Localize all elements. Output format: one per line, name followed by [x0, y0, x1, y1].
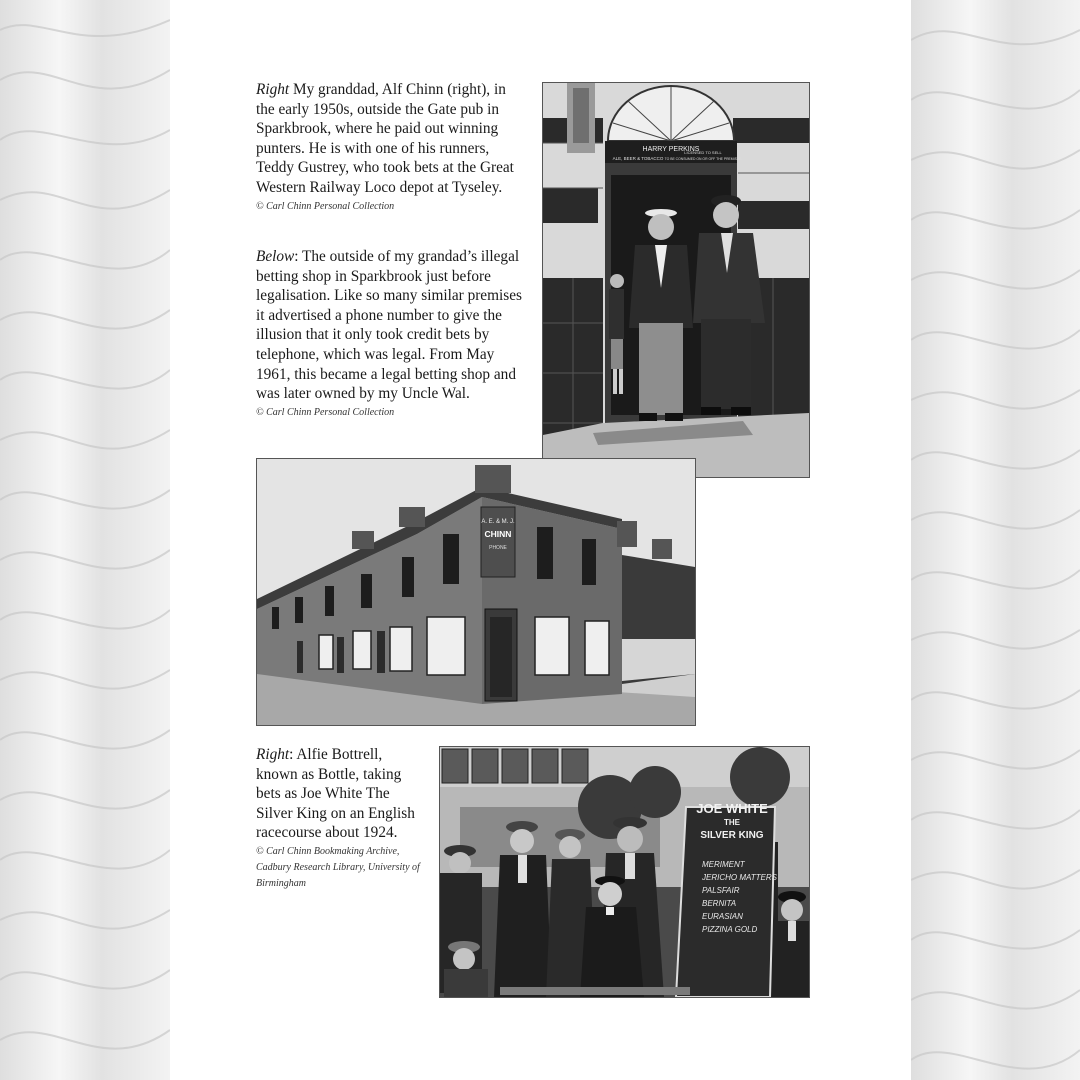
caption-lead: Below: [256, 248, 295, 265]
photo-racecourse: [439, 746, 810, 998]
board-runner: JERICHO MATTERS: [702, 873, 777, 882]
caption-lead: Right: [256, 81, 290, 98]
shop-sign-name: CHINN: [484, 529, 512, 539]
photo-credit: © Carl Chinn Bookmaking Archive, Cadbury Research Library, University of Birmingham: [256, 845, 420, 889]
board-runner: MERIMENT: [702, 860, 745, 869]
board-title-the: THE: [724, 818, 740, 827]
photo-betting-shop: [256, 458, 696, 726]
board-title-name: JOE WHITE: [696, 801, 768, 816]
caption-betting-shop: [256, 247, 526, 421]
bookmaker-board: [676, 801, 778, 997]
board-runner: EURASIAN: [702, 912, 743, 921]
board-title-silver-king: SILVER KING: [700, 830, 764, 841]
caption-lead: Right: [256, 746, 290, 763]
board-runner: PIZZINA GOLD: [702, 925, 758, 934]
pub-sign-name: HARRY PERKINS: [642, 146, 700, 153]
photo-credit: © Carl Chinn Personal Collection: [256, 200, 395, 212]
wall-texture-left: [0, 0, 170, 1080]
caption-text: : Alfie Bottrell, known as Bottle, taking bets as Joe White The Silver King on an English racecourse about 1924.: [256, 746, 415, 842]
caption-text: My granddad, Alf Chinn (right), in the early 1950s, outside the Gate pub in Sparkbrook, where he paid out winning punters. He is with one of his runners, Teddy Gustrey, who took bets at the Great Western Railway Loco depot at Tyseley.: [256, 81, 514, 196]
photo-credit: © Carl Chinn Personal Collection: [256, 406, 395, 418]
photo-pub-doorway: [542, 82, 810, 478]
pub-sign-goods: ALE, BEER & TOBACCO: [612, 156, 664, 161]
wall-texture-right: [911, 0, 1080, 1080]
shop-sign-initials: A. E. & M. J.: [481, 519, 515, 525]
shop-sign-phone: PHONE: [489, 545, 507, 551]
board-runner: PALSFAIR: [702, 886, 740, 895]
pub-sign-premises: TO BE CONSUMED ON OR OFF THE PREMISES: [664, 157, 742, 161]
caption-silver-king: [256, 745, 426, 892]
board-runner: BERNITA: [702, 899, 737, 908]
pub-sign-licence: LICENSED TO SELL: [684, 150, 722, 155]
caption-granddad: [256, 80, 528, 215]
caption-text: : The outside of my grandad’s illegal betting shop in Sparkbrook just before legalisation. Like so many similar premises it advertised a phone number to give the illusion that it only took credit bets by telephone, which was legal. From May 1961, this became a legal betting shop and was later owned by my Uncle Wal.: [256, 248, 522, 403]
